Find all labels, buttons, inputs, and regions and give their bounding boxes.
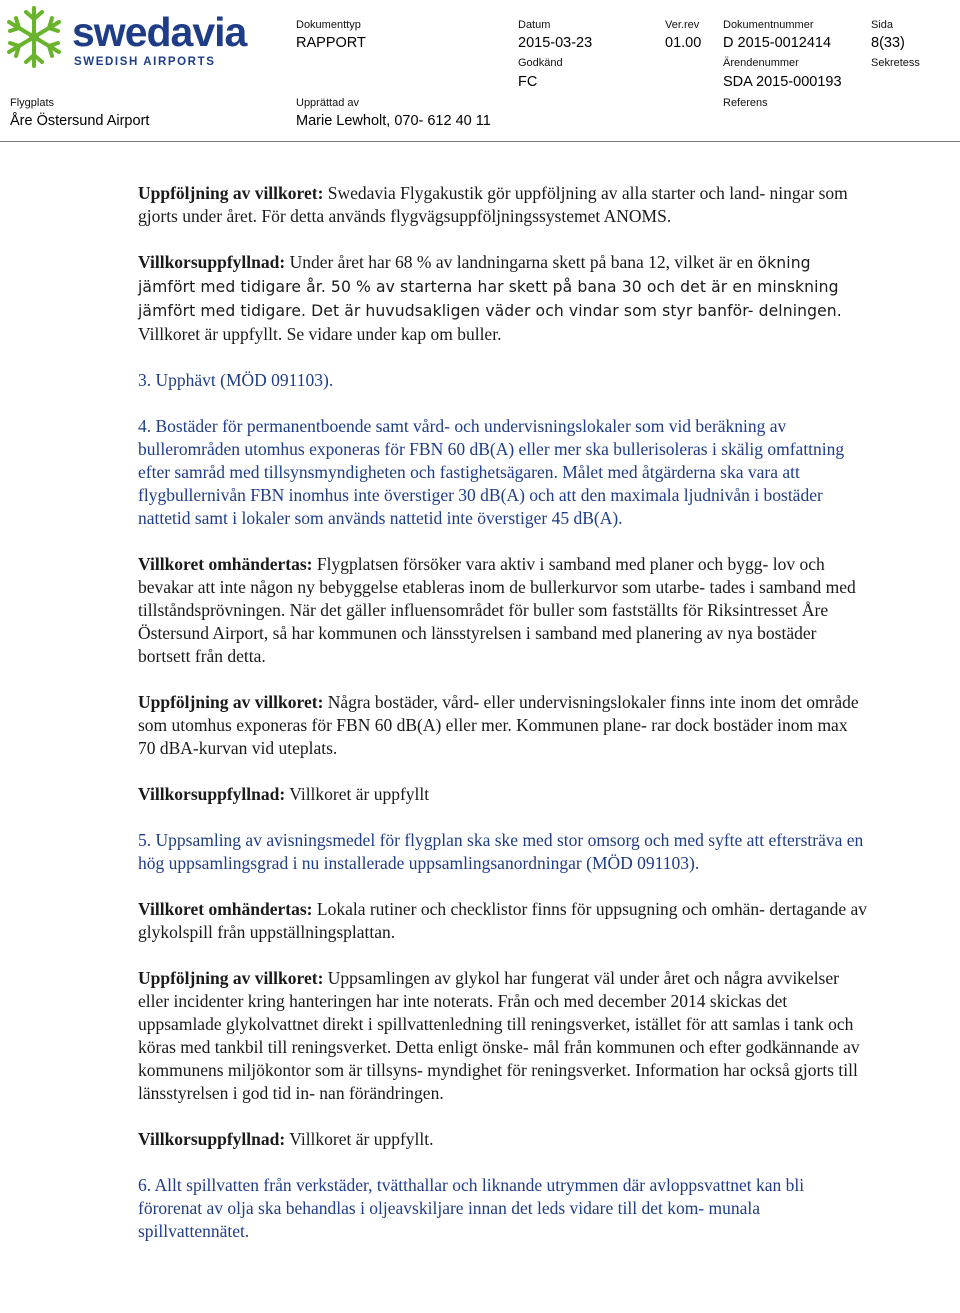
condition-3: 3. Upphävt (MÖD 091103). <box>138 370 334 390</box>
paragraph-fulfilment-3 <box>138 1128 868 1151</box>
paragraph-fulfilment-2 <box>138 783 868 806</box>
condition-4: 4. Bostäder för permanentboende samt vård- och undervisningslokaler som vid beräkning av bullerområden utomhus exponeras för FBN 60 dB(A) eller mer ska bullerisoleras i skälig omfattning efter samråd med tillsynsmyndigheten och fastighetsägaren. Målet med åtgärderna ska vara att flygbullernivån FBN inomhus inte överstiger 30 dB(A) och att den maximala ljudnivån i bostäder nattetid samt i lokaler som används nattetid inte överstiger 45 dB(A). <box>138 416 845 528</box>
followup-text: Några bostäder, vård- eller undervisningslokaler finns inte inom det område som utomhus exponeras för FBN 60 dB(A) eller mer. Kommunen plane- rar dock bostäder inom max 70 dBA-kurvan vid uteplats. <box>138 692 859 758</box>
paragraph-handled-1 <box>138 553 868 668</box>
brand-name: swedavia <box>72 9 247 55</box>
date: 2015-03-23 <box>518 35 593 51</box>
fulfilment-text-tail: Villkoret är uppfyllt. Se vidare under kap om buller. <box>138 324 502 344</box>
author: Marie Lewholt, 070- 612 40 11 <box>296 113 491 129</box>
page-number: 8(33) <box>871 35 905 51</box>
handled-heading: Villkoret omhändertas: <box>138 899 313 919</box>
brand-subtitle: SWEDISH AIRPORTS <box>74 56 216 68</box>
fulfilment-heading: Villkorsuppfyllnad: <box>138 252 286 272</box>
case-number-label: Ärendenummer <box>723 57 799 69</box>
paragraph-fulfilment-1 <box>138 251 868 346</box>
approved: FC <box>518 74 538 90</box>
swedavia-logo <box>2 4 247 74</box>
version: 01.00 <box>665 35 702 51</box>
approved-label: Godkänd <box>518 57 563 69</box>
airport: Åre Östersund Airport <box>10 113 150 129</box>
handled-text: Flygplatsen försöker vara aktiv i samband med planer och bygg- lov och bevakar att inte någon ny bebyggelse etableras inom de bullerkurvor som utarbe- tades i samband med tillståndsprövningen. När det gäller influensområdet för buller som fastställts för Riksintresset Åre Östersund Airport, så har kommunen och länsstyrelsen i samband med planering av nya bostäder bortsett från detta. <box>138 554 856 666</box>
header-divider <box>0 141 960 142</box>
condition-6: 6. Allt spillvatten från verkstäder, tvätthallar och liknande utrymmen där avloppsvattnet kan bli förorenat av olja ska behandlas i oljeavskiljare innan det leds vidare till det kom- munala spillvattennätet. <box>138 1175 805 1241</box>
document-body <box>138 182 868 1266</box>
fulfilment-heading: Villkorsuppfyllnad: <box>138 1129 286 1149</box>
fulfilment-text-sans: ökning jämfört med tidigare år. 50 % av starterna har skett på bana 30 och det är en minskning jämfört med tidigare. Det är huvudsakligen väder och vindar som styr banför- delningen. <box>138 254 842 320</box>
date-label: Datum <box>518 19 551 31</box>
fulfilment-text: Under året har 68 % av landningarna skett på bana 12, vilket är en <box>285 252 758 272</box>
handled-heading: Villkoret omhändertas: <box>138 554 313 574</box>
doc-type: RAPPORT <box>296 35 366 51</box>
followup-heading: Uppföljning av villkoret: <box>138 968 324 988</box>
paragraph-followup-1 <box>138 182 868 228</box>
reference-label: Referens <box>723 97 768 109</box>
paragraph-followup-2 <box>138 691 868 760</box>
paragraph-handled-2 <box>138 898 868 944</box>
page-label: Sida <box>871 19 894 31</box>
doc-number: D 2015-0012414 <box>723 35 832 51</box>
fulfilment-text: Villkoret är uppfyllt <box>285 784 430 804</box>
followup-heading: Uppföljning av villkoret: <box>138 692 324 712</box>
followup-text: Uppsamlingen av glykol har fungerat väl under året och några avvikelser eller incidenter kring hanteringen har inte noterats. Från och med december 2014 skickas det uppsamlade glykolvattnet direkt i spillvattenledning till reningsverket, istället för att samlas i tank och köras med tankbil till reningsverket. Detta enligt önske- mål från kommunen och efter godkännande av kommunens miljökontor som är tillsyns- myndighet för reningsverket. Information har också gjorts till länsstyrelsen i god tid in- nan förändringen. <box>138 968 860 1103</box>
paragraph-followup-3 <box>138 967 868 1105</box>
doc-type-label: Dokumenttyp <box>296 19 361 31</box>
snowflake-icon <box>2 4 66 70</box>
author-label: Upprättad av <box>296 97 359 109</box>
secrecy-label: Sekretess <box>871 57 920 69</box>
fulfilment-text: Villkoret är uppfyllt. <box>285 1129 434 1149</box>
doc-number-label: Dokumentnummer <box>723 19 814 31</box>
handled-text: Lokala rutiner och checklistor finns för uppsugning och omhän- dertagande av glykolspill från uppställningsplattan. <box>138 899 867 942</box>
airport-label: Flygplats <box>10 97 55 109</box>
fulfilment-heading: Villkorsuppfyllnad: <box>138 784 286 804</box>
condition-5: 5. Uppsamling av avisningsmedel för flygplan ska ske med stor omsorg och med syfte att eftersträva en hög uppsamlingsgrad i nu installerade uppsamlingsanordningar (MÖD 091103). <box>138 830 864 873</box>
case-number: SDA 2015-000193 <box>723 74 842 90</box>
version-label: Ver.rev <box>665 19 700 31</box>
followup-text: Swedavia Flygakustik gör uppföljning av alla starter och land- ningar som gjorts under året. För detta används flygvägsuppföljningssystemet ANOMS. <box>138 183 848 226</box>
followup-heading: Uppföljning av villkoret: <box>138 183 324 203</box>
